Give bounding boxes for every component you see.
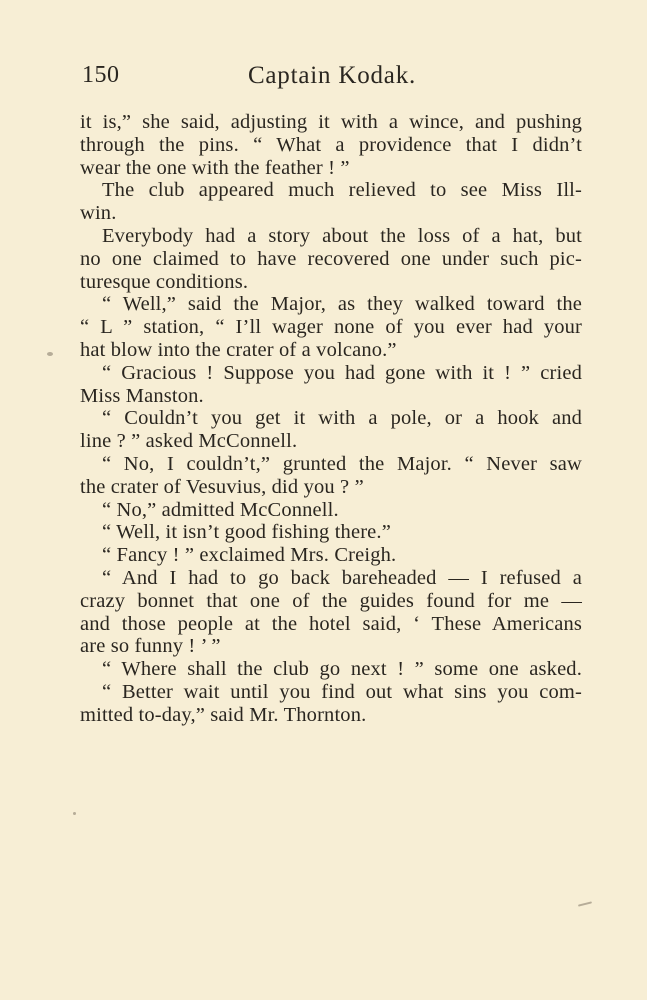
ink-speck [73,812,76,815]
text-line: it is,” she said, adjusting it with a wince, and pushing [80,111,582,133]
text-line: “ Well, it isn’t good fishing there.” [102,521,391,544]
text-line: “ Better wait until you find out what sins you com- [102,680,582,703]
text-line: win. [80,202,117,225]
text-line: wear the one with the feather ! ” [80,156,350,179]
text-line: “ Fancy ! ” exclaimed Mrs. Creigh. [102,544,397,567]
text-line: Miss Manston. [80,384,204,407]
ink-speck [47,352,53,356]
text-line: Everybody had a story about the loss of a hat, but [102,224,582,247]
text-line: “ No,” admitted McConnell. [102,498,339,521]
text-line: no one claimed to have recovered one under such pic- [80,247,582,270]
text-line: and those people at the hotel said, ‘ These Americans [80,612,582,635]
text-line: hat blow into the crater of a volcano.” [80,338,397,361]
text-line: “ Where shall the club go next ! ” some one asked. [102,658,582,681]
text-line: mitted to-day,” said Mr. Thornton. [80,703,367,726]
text-line: are so funny ! ’ ” [80,635,221,658]
text-line: the crater of Vesuvius, did you ? ” [80,475,364,498]
text-line: “ No, I couldn’t,” grunted the Major. “ Never saw [102,452,582,475]
page-number: 150 [82,62,120,88]
page-header [82,62,582,96]
text-line: through the pins. “ What a providence that I didn’t [80,133,582,156]
text-line: line ? ” asked McConnell. [80,430,298,453]
text-line: “ L ” station, “ I’ll wager none of you ever had your [80,316,582,339]
text-line: “ Well,” said the Major, as they walked toward the [102,293,582,316]
body-text [80,111,582,727]
text-line: “ Couldn’t you get it with a pole, or a hook and [102,407,582,430]
ink-speck [578,901,592,906]
text-line: “ And I had to go back bareheaded — I refused a [102,566,582,589]
text-line: crazy bonnet that one of the guides found for me — [80,589,582,612]
text-line: turesque conditions. [80,270,249,293]
running-title: Captain Kodak. [247,62,417,89]
text-line: “ Gracious ! Suppose you had gone with it ! ” cried [102,361,582,384]
text-line: The club appeared much relieved to see Miss Ill- [102,179,582,202]
